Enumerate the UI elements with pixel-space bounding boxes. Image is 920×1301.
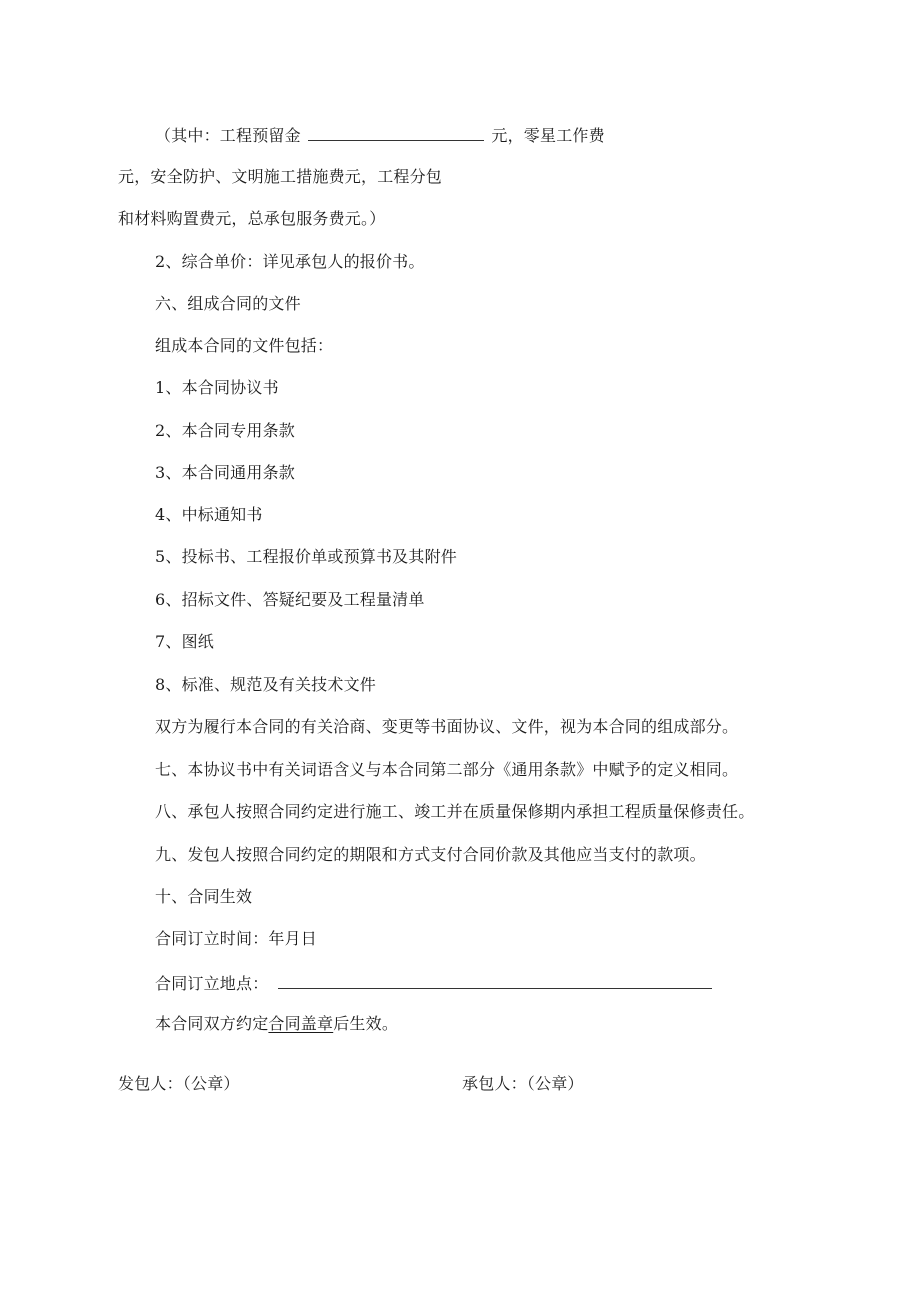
document-list-item: 1、本合同协议书 — [155, 378, 279, 397]
document-list-item: 6、招标文件、答疑纪要及工程量清单 — [155, 590, 425, 609]
contract-effect-text-b: 后生效。 — [333, 1014, 399, 1033]
section-10-heading: 十、合同生效 — [155, 887, 253, 906]
document-list-item: 3、本合同通用条款 — [155, 463, 295, 482]
document-list-item: 8、标准、规范及有关技术文件 — [155, 675, 376, 694]
document-list-item: 7、图纸 — [155, 632, 214, 651]
section-6-heading: 六、组成合同的文件 — [155, 294, 301, 313]
document-list-item: 5、投标书、工程报价单或预算书及其附件 — [155, 547, 457, 566]
section-8-clause: 八、承包人按照合同约定进行施工、竣工并在质量保修期内承担工程质量保修责任。 — [155, 802, 755, 821]
contract-seal-underlined: 合同盖章 — [268, 1014, 334, 1033]
price-breakdown-line-1 — [155, 124, 605, 146]
contractor-seal-label: 承包人：（公章） — [462, 1074, 584, 1093]
section-7-clause: 七、本协议书中有关词语含义与本合同第二部分《通用条款》中赋予的定义相同。 — [155, 760, 739, 779]
employer-seal-label: 发包人：（公章） — [118, 1074, 240, 1093]
price-breakdown-line-2: 元，安全防护、文明施工措施费元，工程分包 — [118, 167, 443, 186]
price-breakdown-line-3: 和材料购置费元，总承包服务费元。） — [118, 209, 386, 228]
section-9-clause: 九、发包人按照合同约定的期限和方式支付合同价款及其他应当支付的款项。 — [155, 845, 706, 864]
contract-signing-place-blank[interactable] — [278, 972, 712, 989]
contract-effect-text-a: 本合同双方约定 — [155, 1014, 269, 1033]
reserve-fund-label: （其中：工程预留金 — [155, 126, 301, 145]
document-list-item: 2、本合同专用条款 — [155, 421, 295, 440]
document-list-item: 4、中标通知书 — [155, 505, 263, 524]
section-6-closing: 双方为履行本合同的有关洽商、变更等书面协议、文件，视为本合同的组成部分。 — [155, 717, 739, 736]
contract-signing-place-row — [155, 972, 712, 994]
contract-effect-clause — [155, 1014, 398, 1034]
unit-price-clause: 2、综合单价：详见承包人的报价书。 — [155, 252, 425, 271]
section-6-intro: 组成本合同的文件包括： — [155, 336, 334, 355]
contract-signing-time: 合同订立时间：年月日 — [155, 929, 318, 948]
contract-signing-place-label: 合同订立地点： — [155, 974, 269, 993]
reserve-fund-blank[interactable] — [308, 124, 484, 141]
misc-work-label: 元，零星工作费 — [491, 126, 605, 145]
